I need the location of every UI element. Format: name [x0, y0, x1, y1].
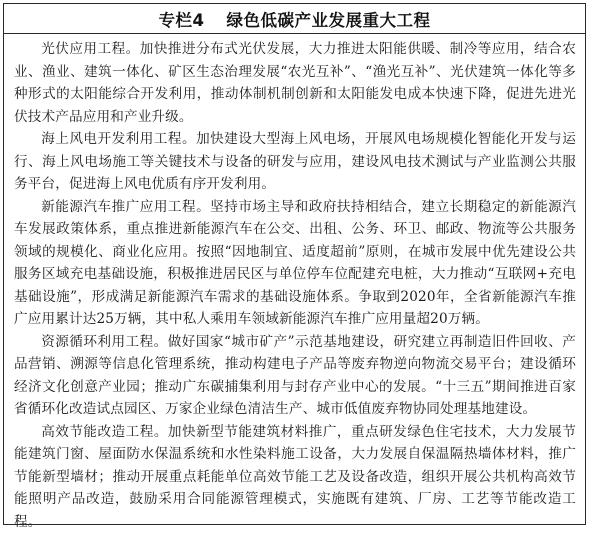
box-label: 专栏4 — [159, 7, 205, 31]
box-title: 绿色低碳产业发展重大工程 — [226, 7, 430, 31]
box-body — [14, 38, 576, 533]
feature-box — [3, 3, 586, 525]
paragraph-energy-efficiency: 高效节能改造工程。加快新型节能建筑材料推广，重点研发绿色住宅技术，大力发展节能建筑门窗、屋面防水保温系统和水性染料施工设备，大力发展自保温隔热墙体材料，推广节能新型墙材；推动开展重点耗能单位高效节能工艺及设备改造，组织开展公共机构高效节能照明产品改造，鼓励采用合同能源管理模式，实施既有建筑、厂房、工艺等节能改造工程。 — [14, 421, 576, 533]
paragraph-new-energy-vehicles: 新能源汽车推广应用工程。坚持市场主导和政府扶持相结合，建立长期稳定的新能源汽车发展政策体系，重点推进新能源汽车在公交、出租、公务、环卫、邮政、物流等公共服务领域的规模化、商业化应用。按照“因地制宜、适度超前”原则，在城市发展中优先建设公共服务区域充电基础设施，积极推进居民区与单位停车位配建充电桩，大力推动“互联网+充电基础设施”，形成满足新能源汽车需求的基础设施体系。争取到2020年，全省新能源汽车推广应用累计达25万辆，其中私人乘用车领域新能源汽车推广应用量超20万辆。 — [14, 196, 576, 331]
paragraph-resource-recycling: 资源循环利用工程。做好国家“城市矿产”示范基地建设，研究建立再制造旧件回收、产品营销、溯源等信息化管理系统，推动构建电子产品等废弃物逆向物流交易平台；建设循环经济文化创意产业园；推动广东碳捕集利用与封存产业中心的发展。“十三五”期间推进百家省循环化改造试点园区、万家企业绿色清洁生产、城市低值废弃物协同处理基地建设。 — [14, 331, 576, 421]
box-title-bar — [4, 4, 585, 34]
paragraph-offshore-wind: 海上风电开发利用工程。加快建设大型海上风电场，开展风电场规模化智能化开发与运行、海上风电场施工等关键技术与设备的研发与应用，建设风电技术测试与产业监测公共服务平台，促进海上风电优质有序开发利用。 — [14, 128, 576, 196]
paragraph-photovoltaic: 光伏应用工程。加快推进分布式光伏发展，大力推进太阳能供暖、制冷等应用，结合农业、渔业、建筑一体化、矿区生态治理发展“农光互补”、“渔光互补”、光伏建筑一体化等多种形式的太阳能综合开发利用，推动体制机制创新和太阳能发电成本快速下降，促进先进光伏技术产品应用和产业升级。 — [14, 38, 576, 128]
